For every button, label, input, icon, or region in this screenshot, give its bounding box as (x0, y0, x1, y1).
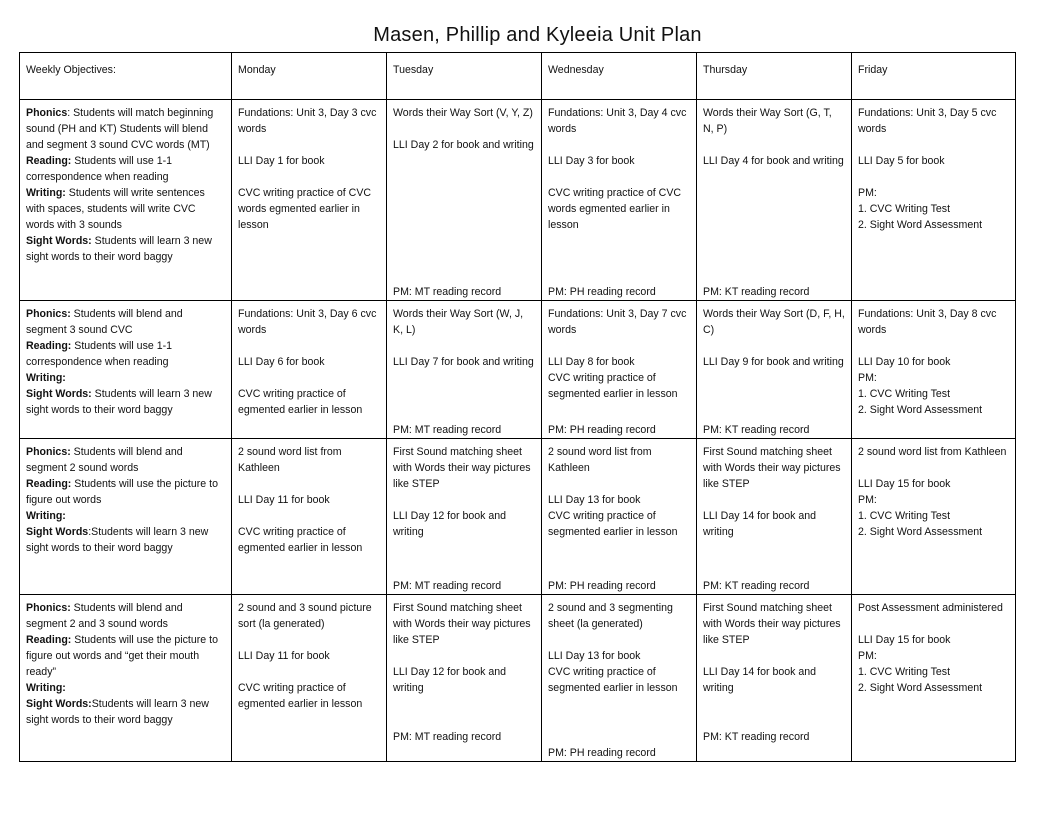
sight-words-text: :Students will learn 3 new sight words to their word baggy (26, 526, 209, 554)
friday-cell (852, 301, 1016, 439)
cell-line: Fundations: Unit 3, Day 6 cvc words (238, 308, 377, 336)
cell-line: 2. Sight Word Assessment (858, 219, 983, 231)
cell-line: Fundations: Unit 3, Day 3 cvc words (238, 107, 377, 135)
cell-line: Fundations: Unit 3, Day 8 cvc words (858, 308, 997, 336)
phonics-label: Phonics: (26, 602, 71, 614)
cell-line: LLI Day 11 for book (238, 650, 330, 662)
reading-record: PM: KT reading record (703, 286, 810, 298)
reading-label: Reading: (26, 340, 72, 352)
reading-label: Reading: (26, 478, 72, 490)
objectives-cell (20, 301, 232, 439)
reading-record: PM: MT reading record (393, 731, 502, 743)
phonics-objective (26, 306, 225, 338)
thursday-cell (697, 439, 852, 595)
reading-text: Students will use the picture to figure out words (26, 478, 218, 506)
cell-line: LLI Day 6 for book (238, 356, 325, 368)
cell-line: LLI Day 7 for book and writing (393, 356, 534, 368)
tuesday-cell (387, 439, 542, 595)
cell-line: LLI Day 14 for book and writing (703, 510, 817, 538)
sight-words-objective (26, 524, 225, 556)
reading-objective (26, 338, 225, 370)
cell-line: First Sound matching sheet with Words their way pictures like STEP (393, 446, 531, 490)
header-monday: Monday (232, 53, 387, 100)
cell-line: Words their Way Sort (W, J, K, L) (393, 308, 524, 336)
reading-record: PM: KT reading record (703, 731, 810, 743)
page-title: Masen, Phillip and Kyleeia Unit Plan (373, 24, 702, 46)
cell-line: 1. CVC Writing Test (858, 666, 951, 678)
writing-label: Writing: (26, 682, 66, 694)
writing-label: Writing: (26, 510, 66, 522)
cell-line: Fundations: Unit 3, Day 4 cvc words (548, 107, 687, 135)
phonics-text: Students will blend and segment 3 sound CVC (26, 308, 183, 336)
header-friday: Friday (852, 53, 1016, 100)
cell-line: 1. CVC Writing Test (858, 388, 951, 400)
objectives-cell (20, 100, 232, 301)
reading-record: PM: MT reading record (393, 580, 502, 592)
cell-line: LLI Day 1 for book (238, 155, 325, 167)
cell-line: LLI Day 13 for book (548, 494, 641, 506)
wednesday-cell (542, 595, 697, 762)
reading-record: PM: MT reading record (393, 424, 502, 436)
cell-line: LLI Day 14 for book and writing (703, 666, 817, 694)
thursday-cell (697, 301, 852, 439)
writing-label: Writing: (26, 187, 66, 199)
sight-words-objective (26, 696, 225, 728)
objectives-cell (20, 439, 232, 595)
writing-objective (26, 370, 225, 386)
cell-line: LLI Day 9 for book and writing (703, 356, 844, 368)
cell-line: LLI Day 3 for book (548, 155, 635, 167)
wednesday-cell (542, 100, 697, 301)
sight-words-label: Sight Words (26, 526, 89, 538)
header-thursday: Thursday (697, 53, 852, 100)
cell-line: LLI Day 11 for book (238, 494, 330, 506)
reading-objective (26, 153, 225, 185)
cell-line: 2 sound word list from Kathleen (548, 446, 652, 474)
writing-text: Students will write sentences with spaces, students will write CVC words with 3 sounds (26, 187, 205, 231)
cell-line: First Sound matching sheet with Words their way pictures like STEP (703, 446, 841, 490)
cell-line: LLI Day 15 for book (858, 478, 951, 490)
reading-text: Students will use the picture to figure out words and “get their mouth ready” (26, 634, 218, 678)
cell-line: CVC writing practice of CVC words egmented earlier in lesson (548, 187, 682, 231)
sight-words-label: Sight Words: (26, 388, 92, 400)
header-row (20, 53, 1016, 100)
cell-line: PM: (858, 650, 877, 662)
cell-line: 2. Sight Word Assessment (858, 526, 983, 538)
reading-record: PM: KT reading record (703, 424, 810, 436)
cell-line: LLI Day 12 for book and writing (393, 510, 507, 538)
week-row (20, 595, 1016, 762)
cell-line: PM: (858, 494, 877, 506)
sight-words-text: Students will learn 3 new sight words to their word baggy (26, 235, 212, 263)
reading-label: Reading: (26, 155, 72, 167)
week-row (20, 100, 1016, 301)
cell-line: PM: (858, 187, 877, 199)
monday-cell (232, 100, 387, 301)
cell-line: 2 sound word list from Kathleen (858, 446, 1007, 458)
tuesday-cell (387, 595, 542, 762)
cell-line: Fundations: Unit 3, Day 7 cvc words (548, 308, 687, 336)
phonics-objective (26, 600, 225, 632)
reading-record: PM: PH reading record (548, 424, 656, 436)
cell-line: PM: (858, 372, 877, 384)
cell-line: 2 sound and 3 sound picture sort (la generated) (238, 602, 372, 630)
cell-line: LLI Day 4 for book and writing (703, 155, 844, 167)
phonics-label: Phonics: (26, 446, 71, 458)
writing-objective (26, 680, 225, 696)
reading-record: PM: MT reading record (393, 286, 502, 298)
sight-words-text: Students will learn 3 new sight words to their word baggy (26, 388, 212, 416)
reading-label: Reading: (26, 634, 72, 646)
reading-objective (26, 632, 225, 680)
cell-line: Words their Way Sort (V, Y, Z) (393, 107, 533, 119)
objectives-cell (20, 595, 232, 762)
cell-line: Words their Way Sort (G, T, N, P) (703, 107, 832, 135)
header-tuesday: Tuesday (387, 53, 542, 100)
friday-cell (852, 100, 1016, 301)
phonics-objective (26, 444, 225, 476)
cell-line: 1. CVC Writing Test (858, 203, 951, 215)
phonics-text: Students will blend and segment 2 sound words (26, 446, 183, 474)
cell-line: CVC writing practice of segmented earlier in lesson (548, 510, 678, 538)
cell-line: LLI Day 5 for book (858, 155, 945, 167)
cell-line: CVC writing practice of segmented earlier in lesson (548, 666, 678, 694)
cell-line: CVC writing practice of egmented earlier in lesson (238, 388, 363, 416)
sight-words-label: Sight Words: (26, 235, 92, 247)
friday-cell (852, 595, 1016, 762)
phonics-label: Phonics (26, 107, 68, 119)
writing-objective (26, 185, 225, 233)
monday-cell (232, 439, 387, 595)
cell-line: CVC writing practice of egmented earlier in lesson (238, 682, 363, 710)
week-row (20, 301, 1016, 439)
tuesday-cell (387, 301, 542, 439)
cell-line: CVC writing practice of segmented earlier in lesson (548, 372, 678, 400)
phonics-text: : Students will match beginning sound (PH and KT) Students will blend and segment 3 sound CVC words (MT) (26, 107, 214, 151)
cell-line: CVC writing practice of CVC words egmented earlier in lesson (238, 187, 372, 231)
cell-line: Words their Way Sort (D, F, H, C) (703, 308, 845, 336)
thursday-cell (697, 100, 852, 301)
sight-words-objective (26, 386, 225, 418)
cell-line: LLI Day 15 for book (858, 634, 951, 646)
cell-line: 2. Sight Word Assessment (858, 404, 983, 416)
sight-words-text: Students will learn 3 new sight words to their word baggy (26, 698, 209, 726)
cell-line: 2 sound word list from Kathleen (238, 446, 342, 474)
cell-line: LLI Day 12 for book and writing (393, 666, 507, 694)
cell-line: LLI Day 2 for book and writing (393, 139, 534, 151)
phonics-objective (26, 105, 225, 153)
cell-line: Fundations: Unit 3, Day 5 cvc words (858, 107, 997, 135)
reading-record: PM: PH reading record (548, 286, 656, 298)
reading-objective (26, 476, 225, 508)
thursday-cell (697, 595, 852, 762)
cell-line: 1. CVC Writing Test (858, 510, 951, 522)
reading-record: PM: PH reading record (548, 747, 656, 759)
friday-cell (852, 439, 1016, 595)
cell-line: First Sound matching sheet with Words their way pictures like STEP (393, 602, 531, 646)
wednesday-cell (542, 301, 697, 439)
cell-line: LLI Day 10 for book (858, 356, 951, 368)
phonics-text: Students will blend and segment 2 and 3 sound words (26, 602, 183, 630)
unit-plan-table (19, 52, 1016, 762)
cell-line: 2. Sight Word Assessment (858, 682, 983, 694)
monday-cell (232, 595, 387, 762)
reading-record: PM: KT reading record (703, 580, 810, 592)
cell-line: 2 sound and 3 segmenting sheet (la generated) (548, 602, 673, 630)
tuesday-cell (387, 100, 542, 301)
cell-line: LLI Day 13 for book (548, 650, 641, 662)
reading-record: PM: PH reading record (548, 580, 656, 592)
reading-text: Students will use 1-1 correspondence when reading (26, 340, 173, 368)
wednesday-cell (542, 439, 697, 595)
sight-words-label: Sight Words: (26, 698, 92, 710)
sight-words-objective (26, 233, 225, 265)
week-row (20, 439, 1016, 595)
cell-line: LLI Day 8 for book (548, 356, 635, 368)
cell-line: CVC writing practice of egmented earlier in lesson (238, 526, 363, 554)
header-wednesday: Wednesday (542, 53, 697, 100)
writing-label: Writing: (26, 372, 66, 384)
monday-cell (232, 301, 387, 439)
cell-line: Post Assessment administered (858, 602, 1003, 614)
reading-text: Students will use 1-1 correspondence when reading (26, 155, 173, 183)
header-weekly-objectives: Weekly Objectives: (20, 53, 232, 100)
phonics-label: Phonics: (26, 308, 71, 320)
writing-objective (26, 508, 225, 524)
cell-line: First Sound matching sheet with Words their way pictures like STEP (703, 602, 841, 646)
